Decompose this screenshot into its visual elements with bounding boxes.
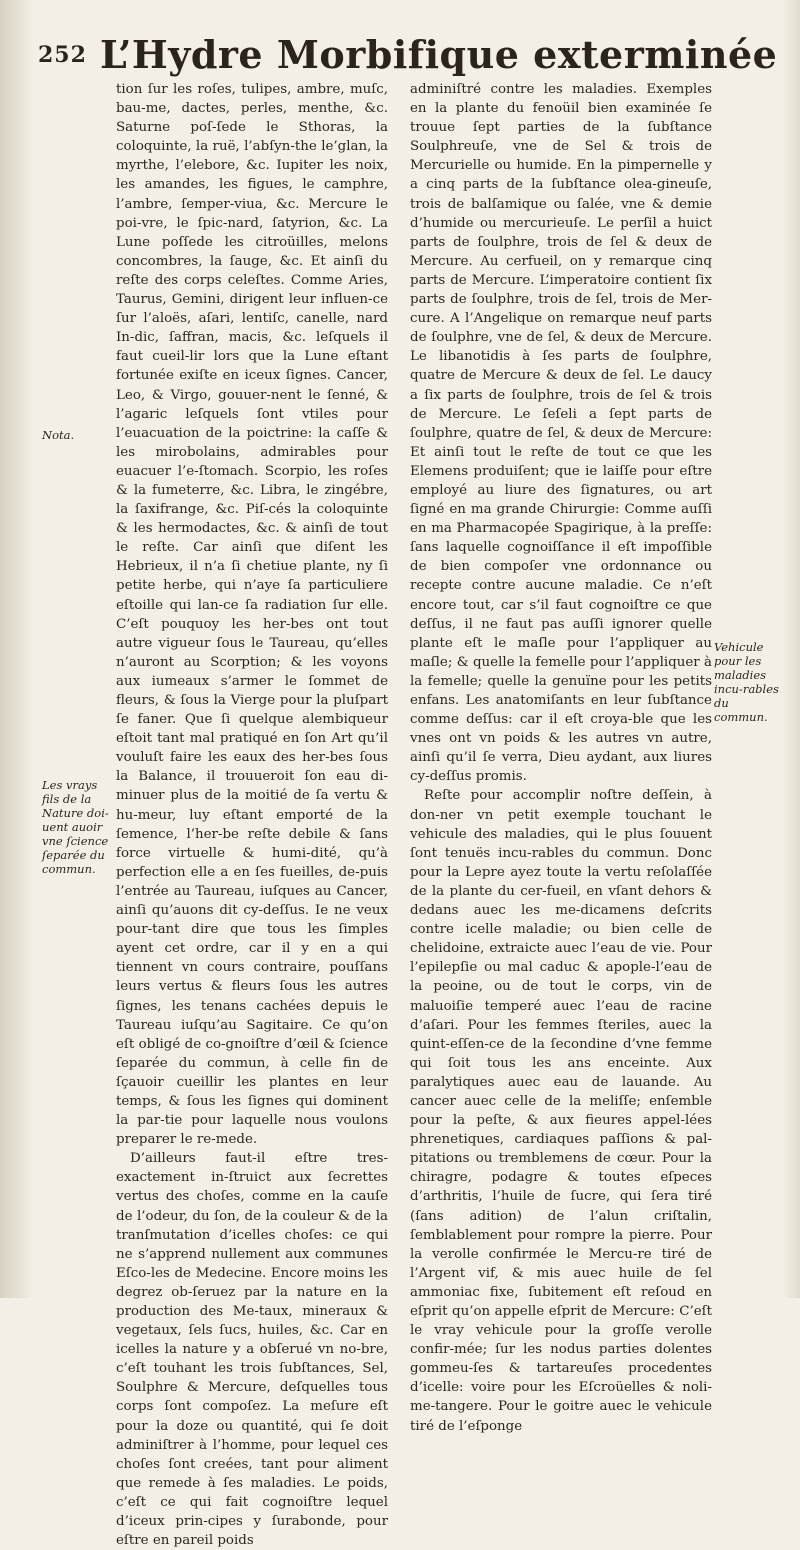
left-paragraph-2: D’ailleurs faut-il eſtre tres-exactement in-ſtruict aux ſecrettes vertus des choſes, comme en la cauſe de l’odeur, du ſon, de la couleur & de la tranſmutation d’icelles choſes: ce qui ne s’apprend nullement aux communes Eſco-les de Medecine. Encore moins les degrez ob-ſeruez par la nature en la production des Me-taux, mineraux & vegetaux, ſels ſucs, huiles, &c. Car en icelles la nature y a obſerué vn no-bre, c’eſt touhant les trois ſubſtances, Sel, Soulphre & Mercure, deſquelles tous corps ſont compoſez. La meſure eſt pour la doze ou quantité, qui ſe doit adminiſtrer à l’homme, pour lequel ces choſes ſont creées, tant pour aliment que remede à ſes maladies. Le poids, c’eſt ce qui fait cognoiſtre lequel d’iceux prin-cipes y ſurabonde, pour eſtre en pareil poids [116, 1151, 388, 1549]
margin-note-nature: Les vrays fils de la Nature doi-uent auoir vne ſcience ſeparée du commun. [42, 778, 109, 876]
page-number: 252 [38, 42, 87, 68]
page-edge-shadow [782, 0, 800, 1298]
page-fold-shadow [0, 0, 34, 1298]
left-text-column [116, 80, 388, 1550]
right-text-column [410, 80, 712, 1436]
running-title: L’Hydre Morbifique exterminée [100, 32, 778, 77]
right-paragraph-1: adminiſtré contre les maladies. Exemples en la plante du fenoüil bien examinée ſe trouue ſept parties de la ſubſtance Soulphreuſe, vne de Sel & trois de Mercurielle ou humide. En la pimpernelle y a cinq parts de la ſubſtance olea-gineuſe, trois de balſamique ou ſalée, vne & demie d’humide ou mercurieuſe. Le perſil a huict parts de ſoulphre, trois de ſel & deux de Mercure. Au cerfueil, on y remarque cinq parts de Mercure. L’imperatoire contient ſix parts de ſoulphre, trois de ſel, trois de Mer-cure. A l’Angelique on remarque neuf parts de ſoulphre, vne de ſel, & deux de Mercure. Le libanotidis à ſes parts de ſoulphre, quatre de Mercure & deux de ſel. Le daucy a ſix parts de ſoulphre, trois de ſel & trois de Mercure. Le ſeſeli a ſept parts de ſoulphre, quatre de ſel, & deux de Mercure: Et ainſi tout le reſte de tout ce que les Elemens produiſent; que ie laiſſe pour eſtre employé au liure des ſignatures, ou art ſigné en ma grande Chirurgie: Comme auſſi en ma Pharmacopée Spagirique, à la preſſe: ſans laquelle cognoiſſance il eſt impoſſible de bien compoſer vne ordonnance ou recepte contre aucune maladie. Ce n’eſt encore tout, car s’il faut cognoiſtre ce que deſſus, il ne faut pas auſſi ignorer quelle plante eſt le maſle pour l’appliquer au maſle; & quelle la femelle pour l’appliquer à la femelle; quelle la genuïne pour les petits enfans. Les anatomiſants en leur ſubſtance comme deſſus: car il eſt croya-ble que les vnes ont vn poids & les autres vn autre, ainſi qu’il ſe verra, Dieu aydant, aux liures cy-deſſus promis. [410, 82, 712, 785]
right-paragraph-2: Reſte pour accomplir noſtre deſſein, à don-ner vn petit exemple touchant le vehicule des maladies, qui le plus ſouuent ſont tenuës incu-rables du commun. Donc pour la Lepre ayez toute la vertu reſolaſſée de la plante du cer-fueil, en vſant dehors & dedans auec les me-dicamens deſcrits contre icelle maladie; ou bien celle de chelidoine, extraicte auec l’eau de vie. Pour l’epilepſie ou mal caduc & apople-l’eau de la peoine, ou de tout le corps, vin de maluoiſie temperé auec l’eau de racine d’aſari. Pour les femmes ſteriles, auec la quint-eſſen-ce de la ſecondine d’vne femme qui ſoit tous les ans enceinte. Aux paralytiques auec eau de lauande. Au cancer auec celle de la meliſſe; enſemble pour la peſte, & aux fieures appel-lées phrenetiques, cardiaques paſſions & pal-pitations ou tremblemens de cœur. Pour la chiragre, podagre & toutes eſpeces d’arthritis, l’huile de ſucre, qui ſera tiré (ſans adition) de l’alun criſtalin, ſemblablement pour rompre la pierre. Pour la verolle confirmée le Mercu-re tiré de l’Argent vif, & mis auec huile de ſel ammoniac fixe, ſubitement eſt reſoud en eſprit qu’on appelle eſprit de Mercure: C’eſt le vray vehicule pour la groſſe verolle confir-mée; ſur les nodus parties dolentes gommeu-ſes & tartareuſes procedentes d’icelle: voire pour les Eſcroüelles & noli-me-tangere. Pour le goitre auec le vehicule tiré de l’eſponge [410, 788, 712, 1434]
page-header [0, 30, 800, 85]
margin-note-nota: Nota. [42, 428, 75, 442]
margin-note-vehicule: Vehicule pour les maladies incu-rables du commun. [714, 640, 779, 724]
left-paragraph-1: tion ſur les roſes, tulipes, ambre, muſc, bau-me, dactes, perles, menthe, &c. Saturne poſ-ſede le Sthoras, la coloquinte, la ruë, l’abſyn-the le’glan, la myrthe, l’elebore, &c. Iupiter les noix, les amandes, les figues, le camphre, l’ambre, ſemper-viua, &c. Mercure le poi-vre, le ſpic-nard, ſatyrion, &c. La Lune poſſede les citroüilles, melons concombres, la ſauge, &c. Et ainſi du reſte des corps celeſtes. Comme Aries, Taurus, Gemini, dirigent leur influen-ce ſur l’aloës, aſari, lentiſc, canelle, nard In-dic, ſaffran, macis, &c. leſquels il faut cueil-lir lors que la Lune eſtant fortunée exiſte en iceux ſignes. Cancer, Leo, & Virgo, gouuer-nent le ſenné, & l’agaric leſquels ſont vtiles pour l’euacuation de la poictrine: la caſſe & les mirobolains, admirables pour euacuer l’e-ſtomach. Scorpio, les roſes & la fumeterre, &c. Libra, le zingébre, la ſaxifrange, &c. Piſ-cés la coloquinte & les hermodactes, &c. & ainſi de tout le reſte. Car ainſi que diſent les Hebrieux, il n’a ſi chetiue plante, ny ſi petite herbe, qui n’aye ſa particuliere eſtoille qui lan-ce ſa radiation ſur elle. C’eſt pouquoy les her-bes ont tout autre vigueur ſous le Taureau, qu’elles n’auront au Scorption; & les voyons aux iumeaux s’armer le ſommet de fleurs, & ſous la Vierge pour la pluſpart ſe faner. Que ſi quelque alembiqueur eſtoit tant mal pratiqué en ſon Art qu’il vouluſt faire les eaux des her-bes ſous la Balance, il trouueroit ſon eau di-minuer plus de la moitié de ſa vertu & hu-meur, luy eſtant emporté de la ſemence, l’her-be reſte debile & ſans force virtuelle & humi-dité, qu’à perfection elle a en ſes fueilles, de-puis l’entrée au Taureau, iuſques au Cancer, ainſi qu’auons dit cy-deſſus. Ie ne veux pour-tant dire que tous les ſimples ayent cet ordre, car il y en a qui tiennent vn cours contraire, pouſſans leurs vertus & fleurs ſous les autres ſignes, les tenans cachées depuis le Taureau iuſqu’au Sagitaire. Ce qu’on eſt obligé de co-gnoiſtre d’œil & ſcience ſeparée du commun, à celle fin de ſçauoir cueillir les plantes en leur temps, & ſous les ſignes qui dominent la par-tie pour laquelle nous voulons preparer le re-mede. [116, 82, 388, 1148]
